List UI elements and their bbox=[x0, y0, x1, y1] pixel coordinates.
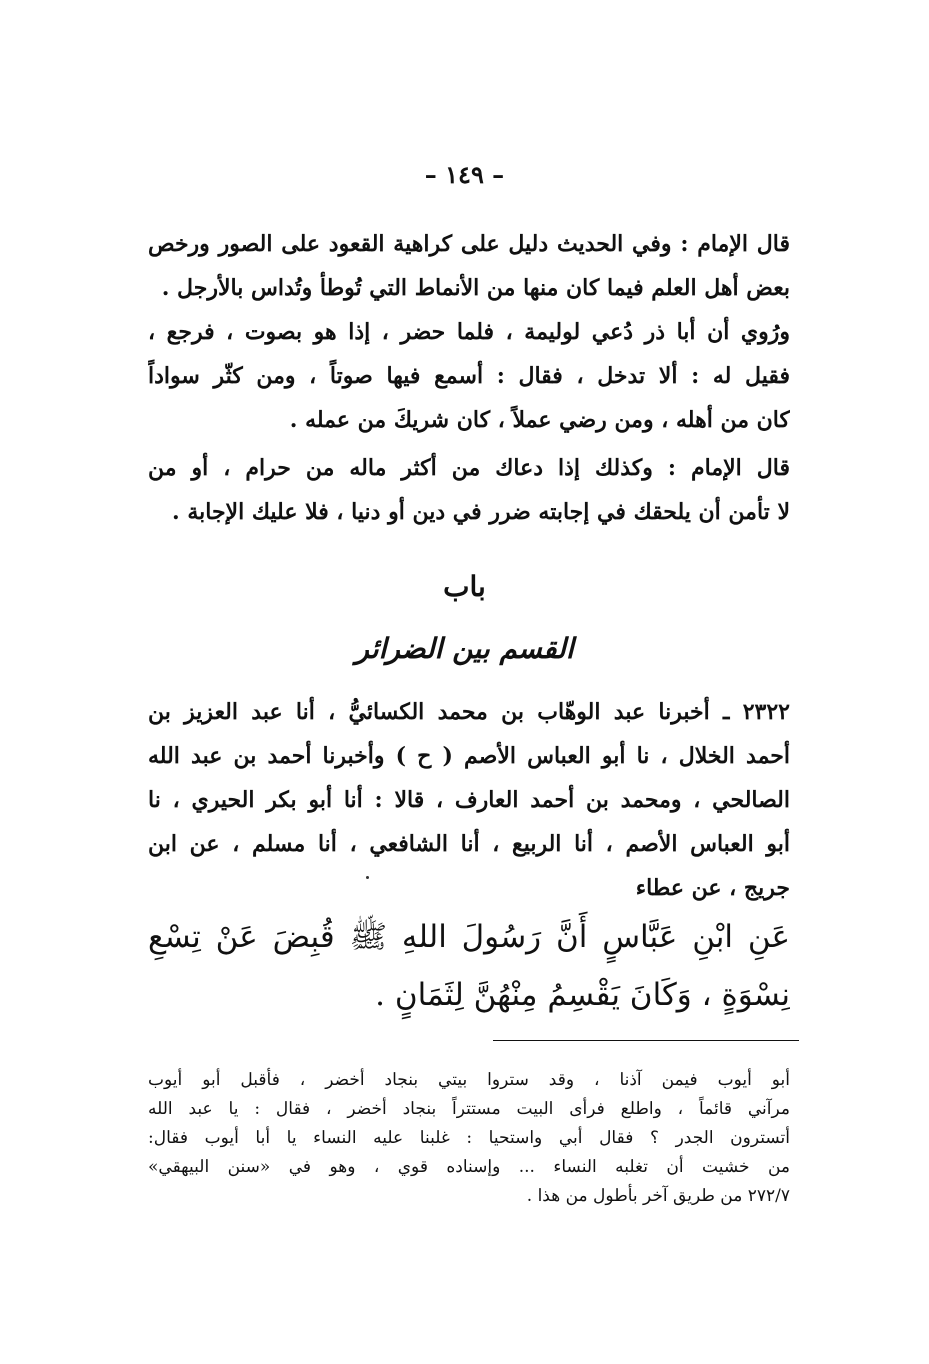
paragraph-imam-comment-2 bbox=[148, 446, 790, 534]
text-line: أحمد الخلال ، نا أبو العباس الأصم ( ح ) وأخبرنا أحمد بن عبد الله bbox=[148, 743, 790, 769]
footnote-divider bbox=[493, 1040, 799, 1041]
hadith-line: عَنِ ابْنِ عَبَّاسٍ أَنَّ رَسُولَ اللهِ ﷺ قُبِضَ عَنْ تِسْعِ bbox=[148, 919, 790, 955]
hadith-text bbox=[148, 908, 790, 1024]
footnote-line: مرآني قائماً ، واطلع فرأى البيت مستتراً بنجاد أخضر ، فقال : يا عبد الله bbox=[148, 1099, 790, 1119]
print-speck bbox=[366, 876, 369, 879]
text-line: أبو العباس الأصم ، أنا الربيع ، أنا الشافعي ، أنا مسلم ، عن ابن bbox=[148, 831, 790, 857]
text-line: فقيل له : ألا تدخل ، فقال : أسمع فيها صوتاً ، ومن كثّر سواداً bbox=[148, 363, 790, 389]
footnote-line: أبو أيوب فيمن آذنا ، وقد ستروا بيتي بنجاد أخضر ، فأقبل أبو أيوب bbox=[148, 1070, 790, 1090]
footnote-line: من خشيت أن تغلبه النساء ... وإسناده قوي ، وهو في «سنن البيهقي» bbox=[148, 1157, 790, 1177]
text-line: ورُوي أن أبا ذر دُعي لوليمة ، فلما حضر ، إذا هو بصوت ، فرجع ، bbox=[148, 319, 790, 345]
footnote-line: ٢٧٢/٧ من طريق آخر بأطول من هذا . bbox=[526, 1186, 790, 1206]
text-line: قال الإمام : وفي الحديث دليل على كراهية القعود على الصور ورخص bbox=[148, 231, 790, 257]
text-line: جريج ، عن عطاء bbox=[635, 875, 790, 901]
footnote bbox=[148, 1066, 790, 1211]
text-line: الصالحي ، ومحمد بن أحمد العارف ، قالا : أنا أبو بكر الحيري ، نا bbox=[148, 787, 790, 813]
text-line: كان من أهله ، ومن رضي عملاً ، كان شريكَ من عمله . bbox=[289, 407, 790, 433]
chapter-title: القسم بين الضرائر bbox=[355, 632, 574, 665]
page-number: – ١٤٩ – bbox=[424, 160, 505, 189]
text-line: لا تأمن أن يلحقك في إجابته ضرر في دين أو دنيا ، فلا عليك الإجابة . bbox=[172, 499, 790, 525]
hadith-line: نِسْوَةٍ ، وَكَانَ يَقْسِمُ مِنْهُنَّ لِثَمَانٍ . bbox=[375, 977, 790, 1013]
text-line: ٢٣٢٢ ـ أخبرنا عبد الوهّاب بن محمد الكسائيُّ ، أنا عبد العزيز بن bbox=[148, 699, 790, 725]
bab-heading: باب bbox=[443, 570, 486, 603]
text-line: بعض أهل العلم فيما كان منها من الأنماط التي تُوطأ وتُداس بالأرجل . bbox=[161, 275, 790, 301]
paragraph-abu-dharr-report bbox=[148, 310, 790, 442]
text-line: قال الإمام : وكذلك إذا دعاك من أكثر ماله من حرام ، أو من bbox=[148, 455, 790, 481]
footnote-line: أتسترون الجدر ؟ فقال أبي واستحيا : غلبنا عليه النساء يا أبا أيوب فقال: bbox=[148, 1128, 790, 1148]
paragraph-imam-comment-1 bbox=[148, 222, 790, 310]
isnad-chain bbox=[148, 690, 790, 910]
